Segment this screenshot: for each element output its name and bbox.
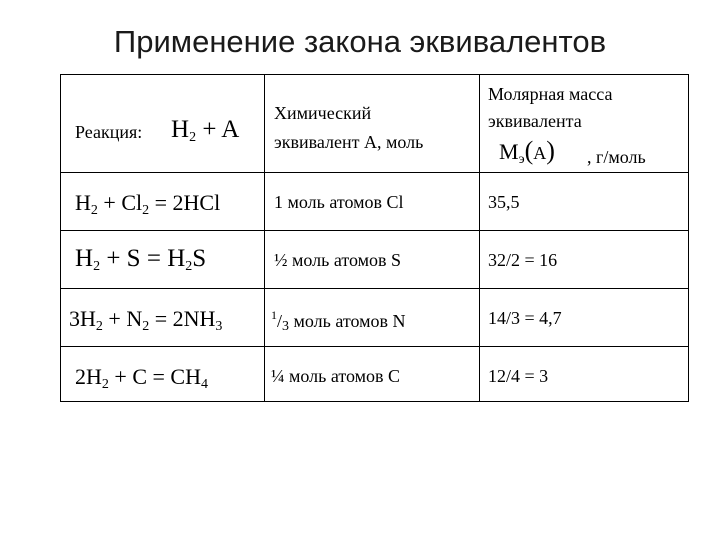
reaction-label: Реакция: — [75, 122, 143, 142]
row-divider-1 — [61, 172, 688, 173]
column-divider-2 — [479, 75, 480, 401]
row-divider-4 — [61, 346, 688, 347]
row-divider-3 — [61, 288, 688, 289]
row2-equivalent: ½ моль атомов S — [274, 250, 402, 270]
molar-header-line1: Молярная масса — [488, 84, 613, 104]
row2-molar: 32/2 = 16 — [488, 250, 558, 270]
row4-formula: $2H_2 + C = CH_4$ — [75, 364, 208, 392]
row1-molar: 35,5 — [488, 192, 520, 212]
row4-molar: 12/4 = 3 — [488, 366, 549, 386]
molar-unit: , г/моль — [587, 147, 646, 167]
row3-formula: $3H_2 + N_2 = 2NH_3$ — [69, 306, 223, 334]
row1-equivalent: 1 моль атомов Cl — [274, 192, 404, 212]
row-divider-2 — [61, 230, 688, 231]
equivalent-header-line2: эквивалент А, моль — [274, 132, 424, 152]
page-title: Применение закона эквивалентов — [113, 24, 607, 59]
row3-molar: 14/3 = 4,7 — [488, 308, 562, 328]
column-divider-1 — [264, 75, 265, 401]
row2-formula: $H_2 + S = H_2S$ — [75, 245, 207, 274]
reaction-formula: $H_2 + A$ — [171, 116, 240, 145]
row3-equivalent: $^1$/3 моль атомов N — [271, 308, 406, 334]
row1-formula: $H_2 + Cl_2 = 2HCl$ — [75, 190, 221, 218]
molar-mass-symbol: $M_э(A)$ — [499, 136, 555, 167]
equivalents-table — [60, 74, 689, 402]
molar-header-line2: эквивалента — [488, 111, 582, 131]
row4-equivalent: ¼ моль атомов C — [271, 366, 401, 386]
equivalent-header-line1: Химический — [274, 103, 372, 123]
